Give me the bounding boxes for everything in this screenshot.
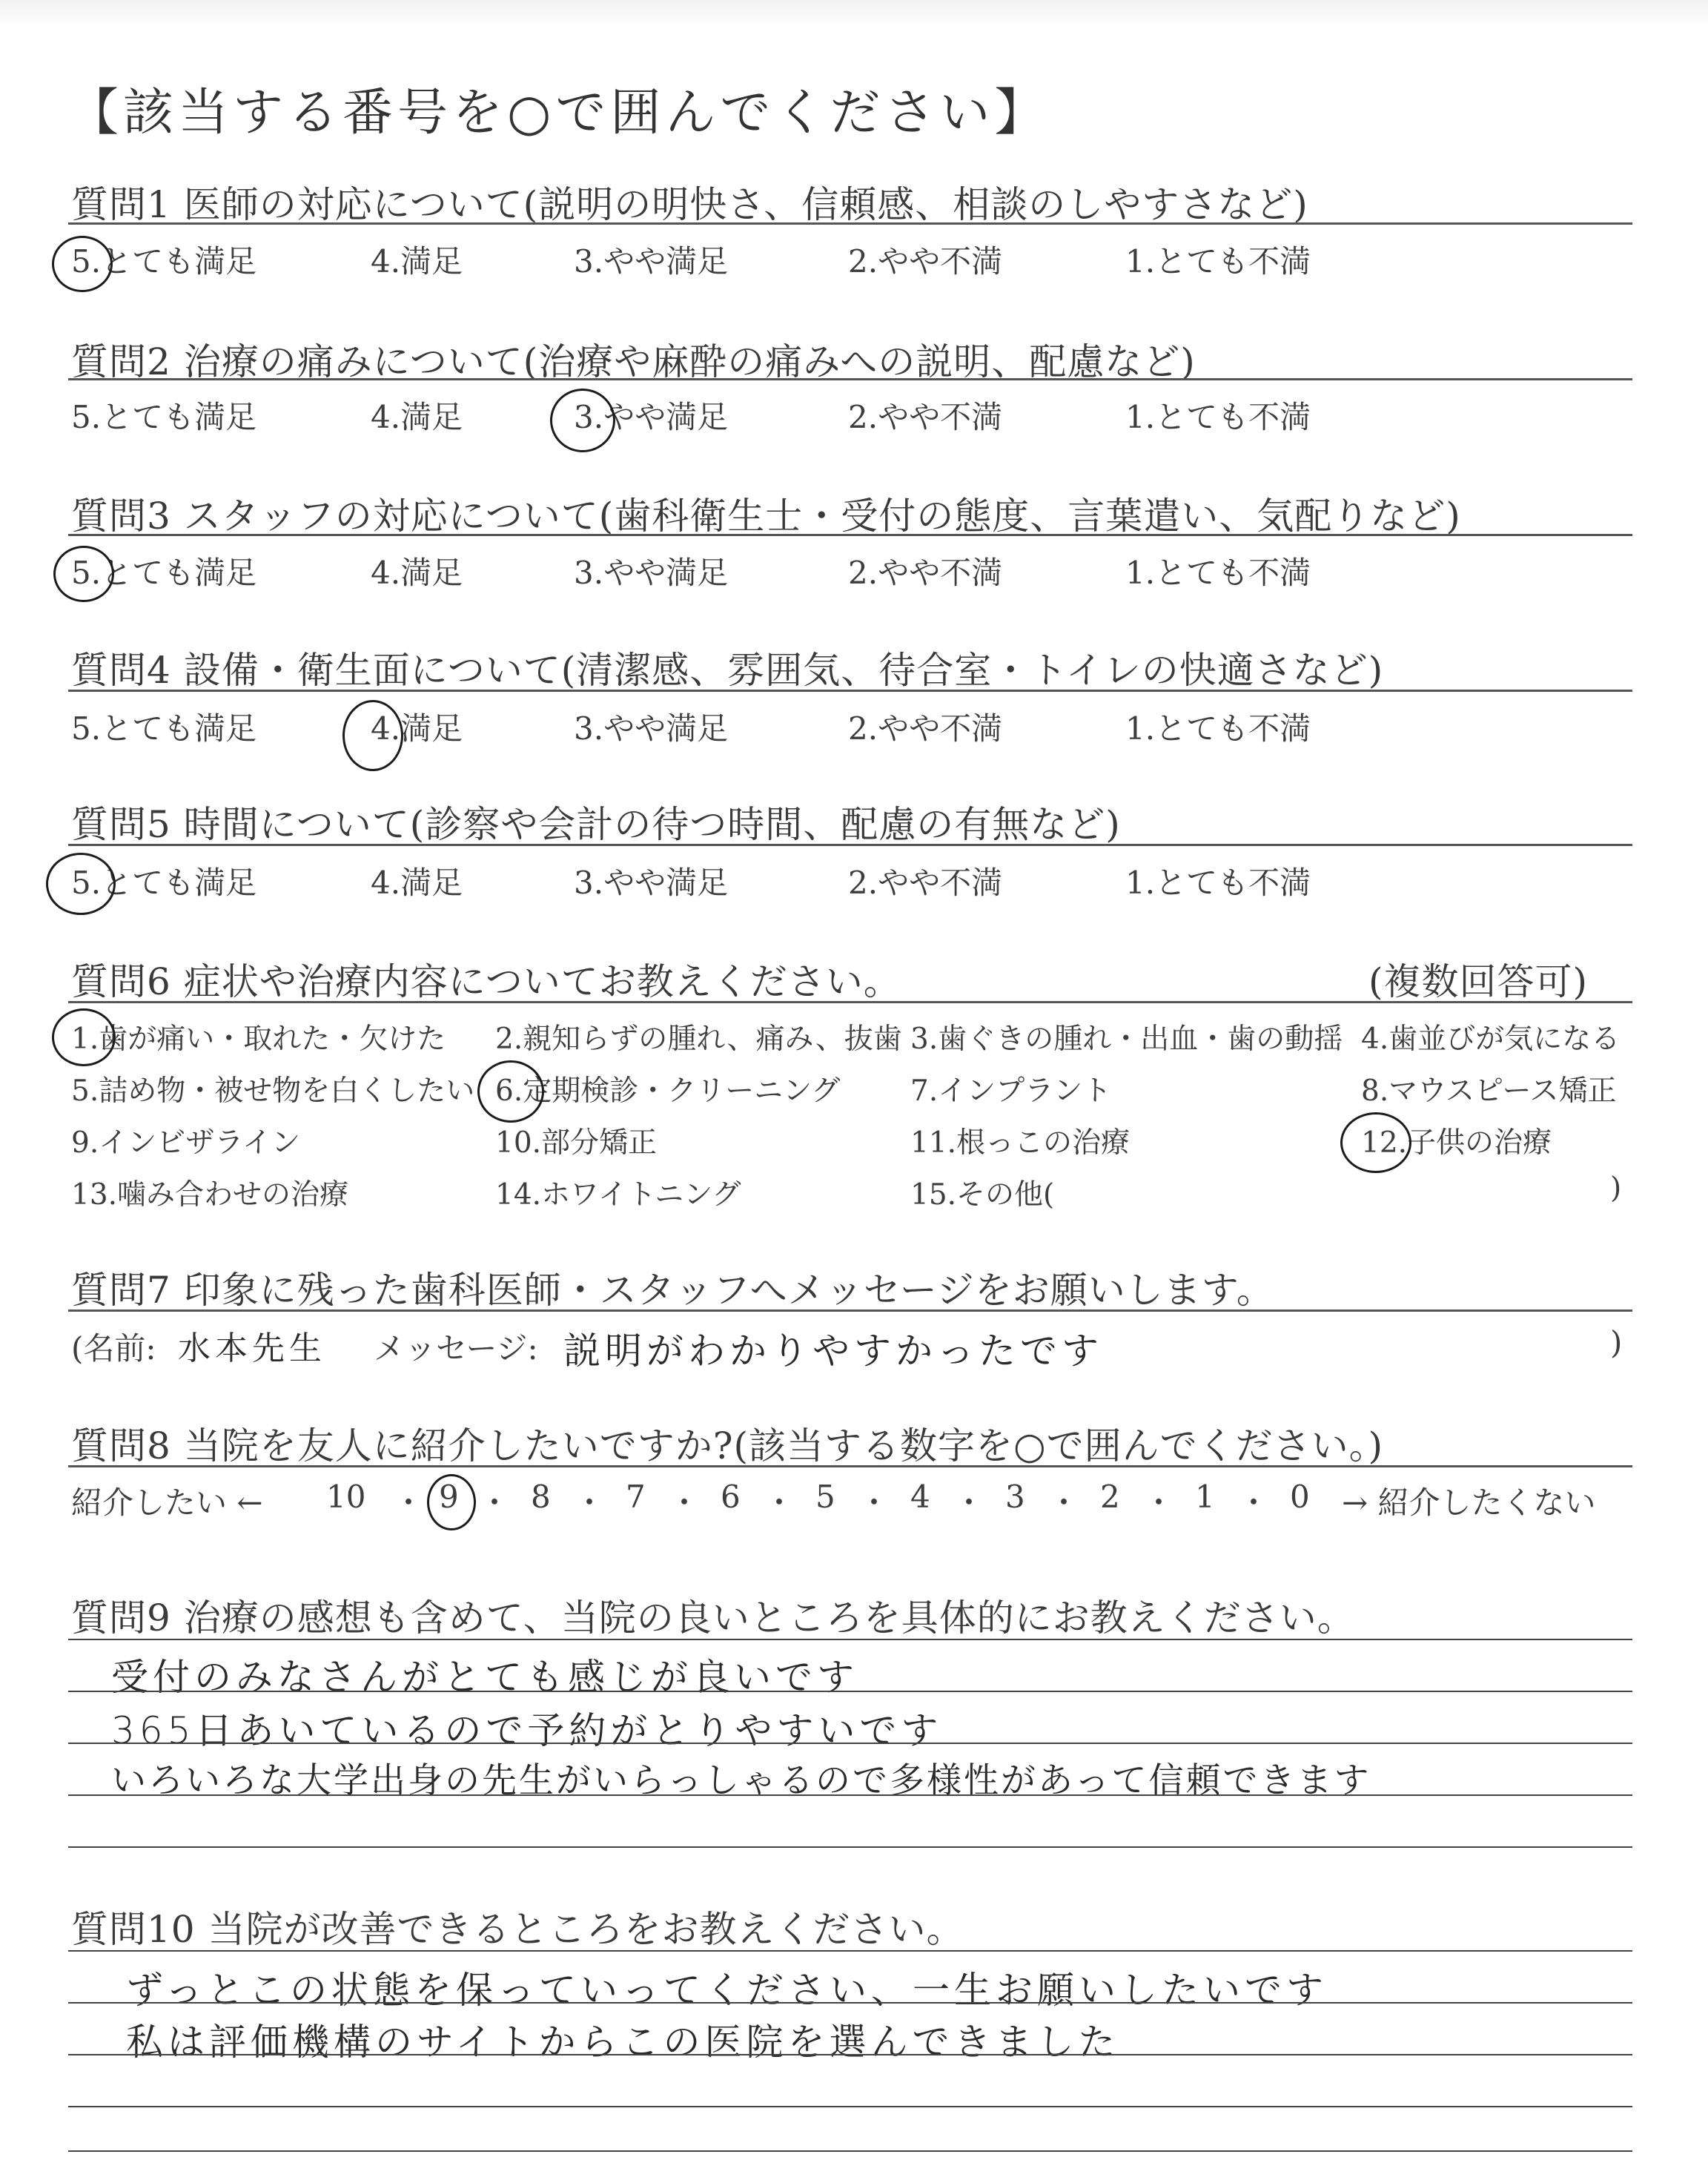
q9-answer-line-1: 受付のみなさんがとても感じが良いです	[111, 1656, 858, 1699]
q5-option-1[interactable]: 1.とても不満	[1125, 865, 1311, 901]
question-3-rule	[68, 534, 1632, 536]
answer-rule	[68, 1743, 1632, 1744]
selected-circle	[477, 1060, 544, 1123]
q3-option-4[interactable]: 4.満足	[371, 555, 463, 591]
q4-option-4[interactable]: 4.満足	[371, 710, 463, 747]
q4-option-5[interactable]: 5.とても満足	[71, 710, 257, 747]
scale-dot: ・	[479, 1484, 511, 1521]
scale-dot: ・	[574, 1484, 606, 1521]
q2-option-4[interactable]: 4.満足	[371, 399, 463, 435]
question-3-title: 質問3 スタッフの対応について(歯科衛生士・受付の態度、言葉遣い、気配りなど)	[71, 495, 1461, 538]
q6-option-4[interactable]: 4.歯並びが気になる	[1361, 1023, 1621, 1056]
name-handwritten: 水本先生	[178, 1330, 326, 1367]
scale-7[interactable]: 7	[626, 1479, 646, 1515]
scale-dot: ・	[1143, 1484, 1175, 1521]
question-6-rule	[68, 1001, 1632, 1003]
q6-option-3[interactable]: 3.歯ぐきの腫れ・出血・歯の動揺	[910, 1023, 1343, 1056]
scale-dot: ・	[953, 1484, 985, 1521]
selected-circle	[1340, 1112, 1411, 1173]
q5-option-2[interactable]: 2.やや不満	[848, 865, 1003, 901]
q6-option-11[interactable]: 11.根っこの治療	[910, 1126, 1131, 1160]
q6-option-9[interactable]: 9.インビザライン	[71, 1126, 301, 1160]
q2-option-2[interactable]: 2.やや不満	[848, 399, 1003, 435]
scale-0[interactable]: 0	[1290, 1479, 1310, 1515]
question-6-title: 質問6 症状や治療内容についてお教えください。	[71, 960, 901, 1003]
q9-answer-line-3: いろいろな大学出身の先生がいらっしゃるので多様性があって信頼できます	[111, 1760, 1371, 1801]
q3-option-3[interactable]: 3.やや満足	[574, 555, 729, 591]
q6-option-8[interactable]: 8.マウスピース矯正	[1361, 1074, 1617, 1108]
question-2-rule	[68, 378, 1632, 380]
q1-option-2[interactable]: 2.やや不満	[848, 243, 1003, 280]
q1-option-3[interactable]: 3.やや満足	[574, 243, 729, 280]
q2-option-1[interactable]: 1.とても不満	[1125, 399, 1311, 435]
selected-circle	[550, 389, 615, 452]
q6-option-13[interactable]: 13.噛み合わせの治療	[71, 1178, 349, 1212]
scale-8[interactable]: 8	[531, 1479, 551, 1515]
q3-option-1[interactable]: 1.とても不満	[1125, 555, 1311, 591]
q1-option-4[interactable]: 4.満足	[371, 243, 463, 280]
answer-rule	[68, 1846, 1632, 1848]
selected-circle	[427, 1474, 476, 1530]
q6-option-14[interactable]: 14.ホワイトニング	[495, 1178, 741, 1212]
q4-option-3[interactable]: 3.やや満足	[574, 710, 729, 747]
scale-6[interactable]: 6	[721, 1479, 741, 1515]
q3-option-5[interactable]: 5.とても満足	[71, 555, 257, 591]
question-4-title: 質問4 設備・衛生面について(清潔感、雰囲気、待合室・トイレの快適さなど)	[71, 649, 1384, 692]
q3-option-2[interactable]: 2.やや不満	[848, 555, 1003, 591]
q6-option-2[interactable]: 2.親知らずの腫れ、痛み、抜歯	[495, 1023, 902, 1056]
question-5-title: 質問5 時間について(診察や会計の待つ時間、配慮の有無など)	[71, 803, 1121, 846]
q6-option-6[interactable]: 6.定期検診・クリーニング	[495, 1074, 841, 1108]
name-label: (名前:	[71, 1330, 156, 1367]
answer-rule	[68, 2002, 1632, 2004]
q5-option-5[interactable]: 5.とても満足	[71, 865, 257, 901]
q6-option-15[interactable]: 15.その他(	[910, 1178, 1055, 1212]
message-handwritten: 説明がわかりやすかったです	[563, 1330, 1103, 1373]
multiple-answer-note: (複数回答可)	[1368, 960, 1589, 1003]
scale-dot: ・	[858, 1484, 890, 1521]
selected-circle	[52, 236, 113, 292]
scale-dot: ・	[669, 1484, 701, 1521]
message-label: メッセージ:	[374, 1330, 538, 1367]
scale-2[interactable]: 2	[1100, 1479, 1120, 1515]
scale-1[interactable]: 1	[1195, 1479, 1215, 1515]
q4-option-1[interactable]: 1.とても不満	[1125, 710, 1311, 747]
question-1-rule	[68, 222, 1632, 225]
page-header: 【該当する番号を○で囲んでください】	[68, 84, 1050, 142]
answer-rule	[68, 1639, 1632, 1640]
scale-dot: ・	[764, 1484, 795, 1521]
answer-rule	[68, 1950, 1632, 1952]
q2-option-3[interactable]: 3.やや満足	[574, 399, 729, 435]
question-8-rule	[68, 1465, 1632, 1467]
scale-4[interactable]: 4	[910, 1479, 930, 1515]
q10-answer-line-2: 私は評価機構のサイトからこの医院を選んできました	[126, 2021, 1120, 2064]
selected-circle	[342, 700, 403, 771]
scale-left-label: 紹介したい ←	[71, 1484, 263, 1521]
q1-option-5[interactable]: 5.とても満足	[71, 243, 257, 280]
q1-option-1[interactable]: 1.とても不満	[1125, 243, 1311, 280]
message-close-paren: )	[1610, 1324, 1623, 1361]
answer-rule	[68, 1794, 1632, 1796]
selected-circle	[52, 1008, 116, 1066]
question-4-rule	[68, 690, 1632, 692]
scale-dot: ・	[1238, 1484, 1270, 1521]
scale-5[interactable]: 5	[815, 1479, 835, 1515]
q6-option-7[interactable]: 7.インプラント	[910, 1074, 1112, 1108]
q6-option-12[interactable]: 12.子供の治療	[1361, 1126, 1552, 1160]
q10-answer-line-1: ずっとこの状態を保っていってください、一生お願いしたいです	[126, 1969, 1328, 2012]
selected-circle	[53, 546, 114, 602]
q6-option-5[interactable]: 5.詰め物・被せ物を白くしたい	[71, 1074, 475, 1108]
q6-option-10[interactable]: 10.部分矯正	[495, 1126, 658, 1160]
scan-edge	[0, 0, 1708, 27]
answer-rule	[68, 2150, 1632, 2152]
question-7-rule	[68, 1309, 1632, 1312]
q2-option-5[interactable]: 5.とても満足	[71, 399, 257, 435]
scale-right-label: → 紹介したくない	[1342, 1484, 1596, 1521]
question-5-rule	[68, 844, 1632, 846]
question-10-title: 質問10 当院が改善できるところをお教えください。	[71, 1908, 964, 1951]
answer-rule	[68, 2054, 1632, 2055]
scale-dot: ・	[393, 1484, 425, 1521]
q5-option-4[interactable]: 4.満足	[371, 865, 463, 901]
scale-9[interactable]: 9	[439, 1479, 459, 1515]
question-2-title: 質問2 治療の痛みについて(治療や麻酔の痛みへの説明、配慮など)	[71, 340, 1196, 383]
q9-answer-line-2: 365日あいているので予約がとりやすいです	[111, 1709, 943, 1752]
scale-10[interactable]: 10	[326, 1479, 366, 1515]
q6-option-1[interactable]: 1.歯が痛い・取れた・欠けた	[71, 1023, 446, 1056]
scale-3[interactable]: 3	[1005, 1479, 1025, 1515]
other-close-paren: )	[1610, 1172, 1622, 1205]
q5-option-3[interactable]: 3.やや満足	[574, 865, 729, 901]
answer-rule	[68, 2106, 1632, 2107]
scale-dot: ・	[1048, 1484, 1080, 1521]
selected-circle	[46, 853, 116, 915]
question-7-title: 質問7 印象に残った歯科医師・スタッフへメッセージをお願いします。	[71, 1269, 1274, 1312]
q4-option-2[interactable]: 2.やや不満	[848, 710, 1003, 747]
answer-rule	[68, 1691, 1632, 1692]
question-1-title: 質問1 医師の対応について(説明の明快さ、信頼感、相談のしやすさなど)	[71, 183, 1308, 226]
question-8-title: 質問8 当院を友人に紹介したいですか?(該当する数字を○で囲んでください。)	[71, 1424, 1384, 1467]
question-9-title: 質問9 治療の感想も含めて、当院の良いところを具体的にお教えください。	[71, 1596, 1355, 1639]
